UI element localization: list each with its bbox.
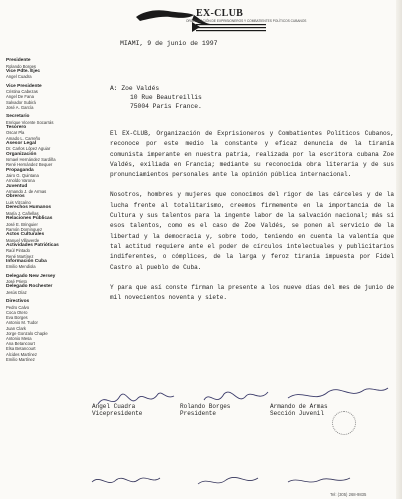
sidebar-role-title: Propaganda xyxy=(6,167,34,173)
sidebar-member-name: Juan Clark xyxy=(6,325,27,331)
sidebar-member-name: Ana Betancourt xyxy=(6,341,35,347)
dateline: MIAMI, 9 de junio de 1997 xyxy=(120,40,218,47)
body-paragraph: Nosotros, hombres y mujeres que conocimos del rigor de las cárceles y de la lucha frente al totalitarismo, creemos firmemente en la importancia de la Cultura y sus talentos para la ingente labor de la salvación nacional; más si esos talentos, como es el caso de Zoe Valdés, se ponen al servicio de la libertad y la democracia y, sobre todo, teniendo en cuenta la valentía que tal actitud requiere ante el poder de círculos intelectuales y publicitarios indiferentes, o cómplices, de la larga y feroz tiranía impuesta por Fidel Castro al pueblo de Cuba. xyxy=(110,191,394,271)
signatory-borges xyxy=(180,403,230,417)
sidebar-member-name: Eva Borges xyxy=(6,315,28,321)
board-member-list xyxy=(6,58,92,362)
sidebar-member-name: Rolando Borges xyxy=(6,63,37,69)
signatory-role: Sección Juvenil xyxy=(270,410,325,417)
sidebar-role-title: Directivos xyxy=(6,299,30,305)
footer-phone: Tel: (305) 268-9835 xyxy=(330,492,367,497)
sidebar-role-title: Organización xyxy=(6,151,37,157)
sidebar-member-name: Alcides Martínez xyxy=(6,351,37,357)
sidebar-member-name: Ramón Domínguez xyxy=(6,226,43,232)
sidebar-member-name: Antonio Mesa xyxy=(6,335,32,341)
sidebar-member-name: Enrique Vicente Socarrás xyxy=(6,119,54,125)
sidebar-role-title: Obreros xyxy=(6,194,25,200)
signatory-name: Angel Cuadra xyxy=(92,403,136,410)
signatory-name: Armando de Armas xyxy=(270,403,328,410)
sidebar-member-name: Luis Vizcaíno xyxy=(6,199,31,205)
sidebar-member-name: José E. Bringuier xyxy=(6,221,38,227)
signatory-role: Vicepresidente xyxy=(92,410,143,417)
sidebar-member-name: Dr. Carlos López Aguiar xyxy=(6,146,51,152)
sidebar-role-title: Delegado New Jersey xyxy=(6,273,56,279)
sidebar-member-name: Elsa Betancourt xyxy=(6,346,36,352)
signatory-name: Rolando Borges xyxy=(180,403,231,410)
sidebar-role-title: Información Cuba xyxy=(6,258,47,264)
recipient-line: 10 Rue Beautreillis xyxy=(130,93,202,101)
letter-body xyxy=(110,129,394,313)
sidebar-member-name: Coca Otero xyxy=(6,309,28,315)
body-paragraph: Y para que así conste firman la presente a los nueve días del mes de junio de mil novecientos noventa y siete. xyxy=(110,283,394,302)
sidebar-member-name: Pedro Calvo xyxy=(6,304,30,310)
logo-title: EX-CLUB xyxy=(196,8,244,19)
sidebar-member-name: Jairo G. Quintana xyxy=(6,173,39,179)
logo-subtitle: ORGANIZACIÓN DE EXPRISIONEROS Y COMBATIENTES POLÍTICOS CUBANOS xyxy=(186,19,307,23)
sidebar-member-name: Jorge Gonzalo Chaple xyxy=(6,330,48,336)
sidebar-member-name: Antonio M. Tudor xyxy=(6,320,38,326)
sidebar-role-title: Juventud xyxy=(6,183,28,189)
sidebar-member-name: Arnoldo Varona xyxy=(6,178,35,184)
signature-scribble-armas xyxy=(288,388,388,398)
sidebar-role-title: Vice Presidente xyxy=(6,83,42,89)
sidebar-member-name: Jesús Díaz xyxy=(6,289,27,295)
sidebar-role-title: Actividades Patrióticas xyxy=(6,242,59,248)
sidebar-role-title: Derechos Humanos xyxy=(6,205,52,211)
recipient-line: A: Zoe Valdés xyxy=(110,85,160,92)
sidebar-member-name: José A. García xyxy=(6,104,34,110)
sidebar-member-name: Salvador Subirá xyxy=(6,99,36,105)
sidebar-member-name: Emilio Mendiola xyxy=(6,264,36,270)
signature-scribble-borges xyxy=(204,392,268,400)
sidebar-member-name: María J. Cañellas xyxy=(6,210,39,216)
sidebar-role-title: Presidente xyxy=(6,58,31,63)
sidebar-member-name: Ismael Hernández Sardiña xyxy=(6,157,56,163)
recipient-address xyxy=(110,85,202,111)
scan-edge xyxy=(396,0,402,499)
sidebar-role-title: Secretario xyxy=(6,114,30,119)
sidebar-member-name: René Hernández Bequer xyxy=(6,162,53,168)
sidebar-member-name: Cristina Cabezas xyxy=(6,89,38,95)
sidebar-member-name: José Prieto xyxy=(6,279,27,285)
sidebar-member-name: René Martínez xyxy=(6,253,34,259)
sidebar-role-title: Relaciones Públicas xyxy=(6,215,53,221)
sidebar-role-title: Actos Culturales xyxy=(6,231,45,237)
sidebar-role-title: Asesor Legal xyxy=(6,140,37,146)
body-paragraph: El EX-CLUB, Organización de Exprisioneros y Combatientes Políticos Cubanos, reconoce por este medio la constante y eficaz denuncia de la tiranía comunista imperante en nuestra patria, realizada por la escritora cubana Zoe Valdés, exiliada en Francia; mediante su reconocida obra literaria y de sus pronunciamientos personales ante la opinión pública internacional. xyxy=(110,130,394,179)
stamp-seal xyxy=(332,411,356,435)
sidebar-member-name: Oscar Pla xyxy=(6,130,25,136)
sidebar-member-name: Armando J. de Armas xyxy=(6,189,47,195)
signatory-cuadra xyxy=(92,403,142,417)
signatory-role: Presidente xyxy=(180,410,217,417)
sidebar-member-name: Angel De Fana xyxy=(6,94,34,100)
sidebar-member-name: Amado L. Carreño xyxy=(6,135,41,141)
sidebar-member-name: Raúl Pintado xyxy=(6,248,30,254)
sidebar-role-title: Delegado Rochester xyxy=(6,284,53,290)
sidebar-role-title: Tesorero xyxy=(6,124,27,130)
signatory-armas xyxy=(270,403,328,417)
sidebar-member-name: Emilio Martínez xyxy=(6,356,35,362)
sidebar-role-title: Vice Pdte. Ejec xyxy=(6,68,41,74)
sidebar-member-name: Manuel Villaverde xyxy=(6,237,40,243)
recipient-line: 75004 Paris France. xyxy=(130,102,202,110)
sidebar-member-name: Angel Cuadra xyxy=(6,74,32,80)
